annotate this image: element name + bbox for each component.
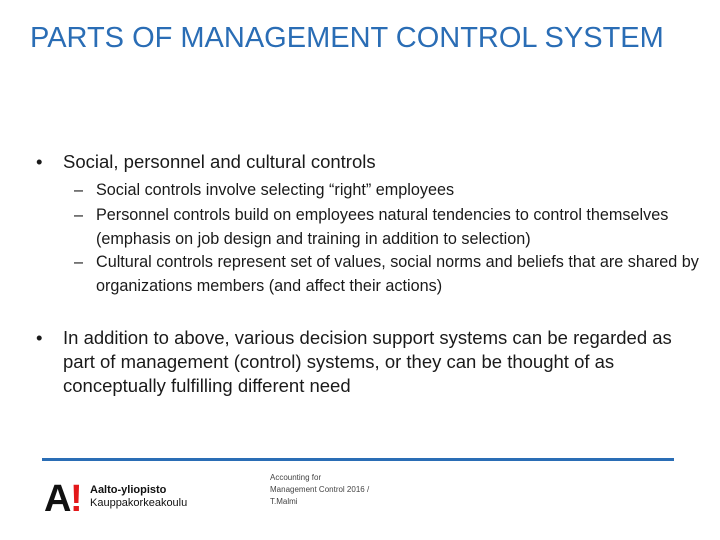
bullet-dot-icon: • — [36, 151, 43, 172]
sub-bullet-text: Cultural controls represent set of values, social norms and beliefs that are shared by organizations members (and affect their actions) — [96, 253, 699, 295]
aalto-logo — [44, 480, 224, 520]
dash-icon: – — [74, 206, 84, 224]
bullet-text: Social, personnel and cultural controls — [63, 151, 376, 172]
logo-mark-exclamation: ! — [70, 478, 83, 520]
course-line: Accounting for — [270, 473, 322, 482]
course-line: T.Malmi — [270, 497, 298, 506]
dash-icon: – — [74, 181, 84, 199]
sub-bullet-item — [74, 203, 700, 251]
sub-bullet-text: Social controls involve selecting “right” employees — [96, 181, 455, 199]
sub-bullet-item — [74, 178, 700, 202]
logo-name: Aalto-yliopisto — [90, 484, 167, 496]
dash-icon: – — [74, 253, 84, 271]
course-line: Management Control 2016 / — [270, 485, 370, 494]
logo-subname: Kauppakorkeakoulu — [90, 497, 188, 509]
course-info — [270, 472, 420, 508]
footer-divider — [42, 458, 674, 461]
logo-mark-a: A — [44, 478, 72, 520]
bullet-dot-icon: • — [36, 327, 43, 348]
slide-title: PARTS OF MANAGEMENT CONTROL SYSTEM — [30, 22, 664, 54]
bullet-text: In addition to above, various decision support systems can be regarded as part of management (control) systems, or they can be thought of as conceptually fulfilling different need — [63, 327, 672, 396]
sub-bullet-item — [74, 250, 700, 298]
bullet-item — [36, 326, 700, 398]
sub-bullet-text: Personnel controls build on employees natural tendencies to control themselves (emphasis on job design and training in addition to selection) — [96, 206, 669, 248]
bullet-item — [36, 150, 700, 174]
